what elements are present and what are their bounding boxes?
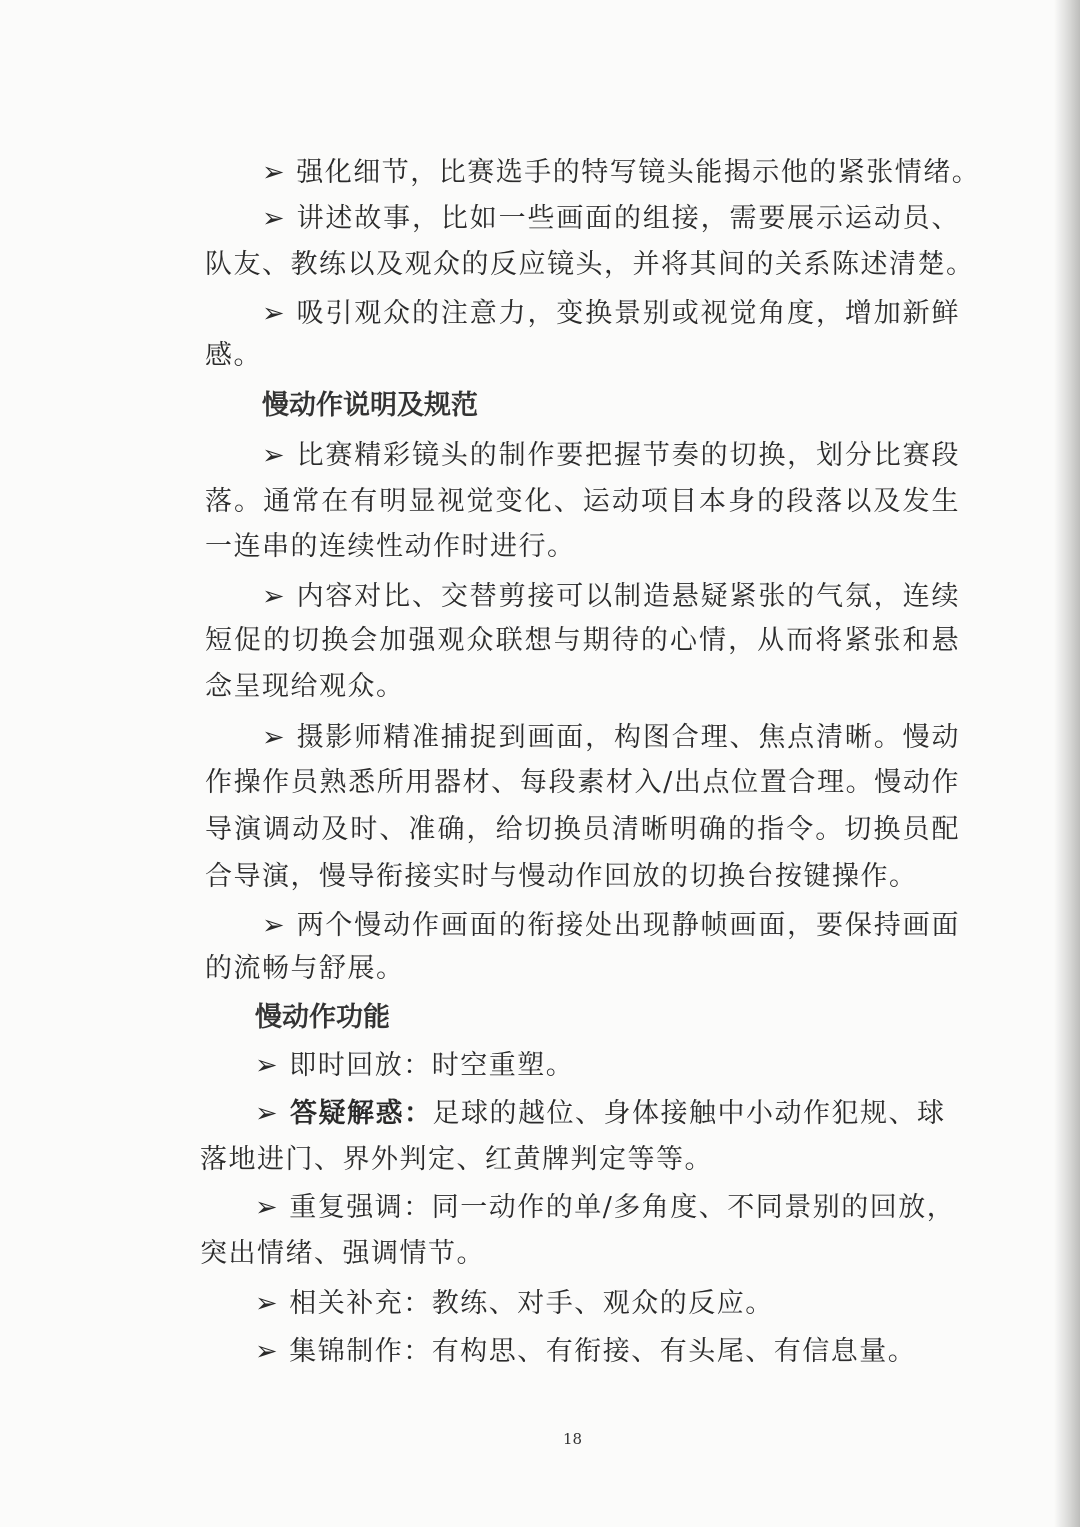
bullet-line: ➢ 两个慢动作画面的衔接处出现静帧画面，要保持画面: [262, 910, 960, 941]
text-line: 导演调动及时、准确，给切换员清晰明确的指令。切换员配: [205, 814, 960, 845]
text-line: 的流畅与舒展。: [205, 953, 405, 984]
bullet-line: ➢ 比赛精彩镜头的制作要把握节奏的切换，划分比赛段: [262, 440, 960, 471]
text-line: 念呈现给观众。: [205, 671, 405, 702]
text-line: 队友、教练以及观众的反应镜头，并将其间的关系陈述清楚。: [205, 249, 975, 280]
page-edge-shadow: [1054, 0, 1080, 1527]
bullet-line: ➢ 集锦制作：有构思、有衔接、有头尾、有信息量。: [255, 1336, 917, 1367]
bullet-text: 足球的越位、身体接触中小动作犯规、球: [432, 1098, 946, 1129]
bullet-line: ➢ 即时回放：时空重塑。: [255, 1050, 575, 1081]
bullet-line: ➢ 吸引观众的注意力，变换景别或视觉角度，增加新鲜: [262, 298, 960, 329]
page-number: 18: [562, 1430, 583, 1448]
text-line: 作操作员熟悉所用器材、每段素材入/出点位置合理。慢动作: [205, 767, 960, 798]
text-line: 落。通常在有明显视觉变化、运动项目本身的段落以及发生: [205, 486, 960, 517]
text-line: 落地进门、界外判定、红黄牌判定等等。: [200, 1144, 713, 1175]
bullet-line: ➢ 摄影师精准捕捉到画面，构图合理、焦点清晰。慢动: [262, 722, 960, 753]
text-line: 一连串的连续性动作时进行。: [205, 531, 576, 562]
bullet-line: [255, 1096, 946, 1132]
bullet-line: ➢ 讲述故事，比如一些画面的组接，需要展示运动员、: [262, 203, 960, 234]
section-heading: 慢动作说明及规范: [262, 390, 478, 421]
text-line: 感。: [205, 340, 262, 371]
bullet-line: ➢ 内容对比、交替剪接可以制造悬疑紧张的气氛，连续: [262, 581, 960, 612]
bullet-line: ➢ 重复强调：同一动作的单/多角度、不同景别的回放，: [255, 1192, 956, 1223]
text-line: 突出情绪、强调情节。: [200, 1238, 485, 1269]
section-heading: 慢动作功能: [255, 1002, 390, 1033]
bold-lead: ➢ 答疑解惑：: [255, 1098, 433, 1129]
bullet-line: ➢ 相关补充：教练、对手、观众的反应。: [255, 1288, 774, 1319]
text-line: 短促的切换会加强观众联想与期待的心情，从而将紧张和悬: [205, 625, 960, 656]
bullet-line: ➢ 强化细节，比赛选手的特写镜头能揭示他的紧张情绪。: [262, 157, 981, 188]
text-line: 合导演，慢导衔接实时与慢动作回放的切换台按键操作。: [205, 861, 918, 892]
